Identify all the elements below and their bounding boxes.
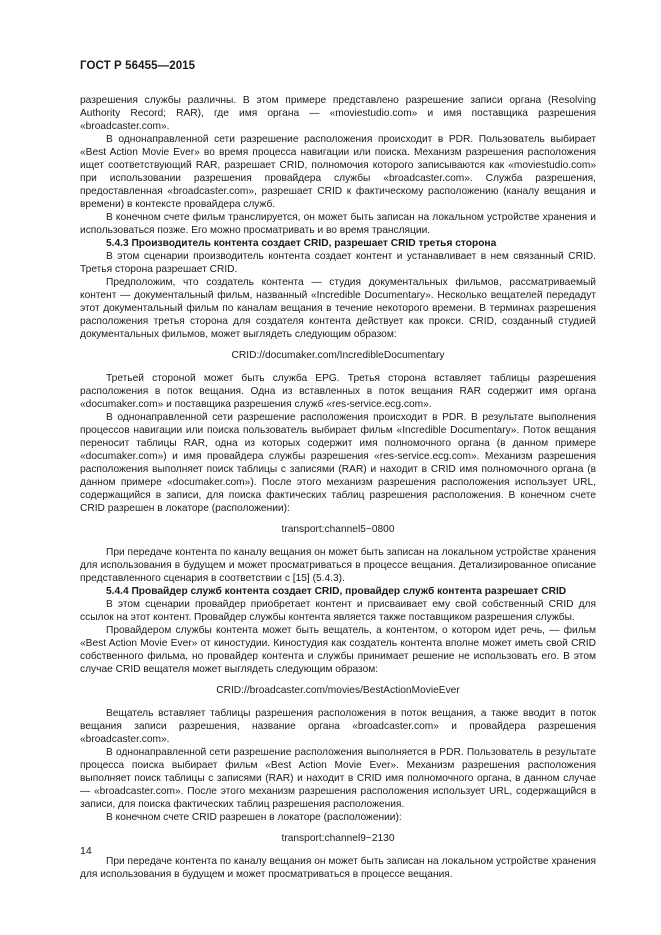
crid-example: CRID://broadcaster.com/movies/BestActionMovieEver bbox=[216, 685, 460, 696]
paragraph: Предположим, что создатель контента — студия документальных фильмов, рассматриваемый контент — документальный фильм, названный «Incredible Documentary». Несколько вещателей передадут этот документальный фильм по каналам вещания в течение некоторого времени. В терминах разрешения расположения третья сторона для создателя контента действует как прокси. CRID, созданный студией документальных фильмов, может выглядеть следующим образом: bbox=[80, 277, 596, 340]
paragraph: Провайдером службы контента может быть вещатель, а контентом, о котором идет речь, — фильм «Best Action Movie Ever» от киностудии. Киностудия как создатель контента вполне может иметь свой CRID собственного фильма, но провайдер контента и службы принимает решение не использовать его. В этом случае CRID вещателя может выглядеть следующим образом: bbox=[80, 625, 596, 675]
paragraph: При передаче контента по каналу вещания он может быть записан на локальном устройстве хранения для использования в будущем и может просматриваться в процессе вещания. Детализированное описание представленного сценария в соответствии с [15] (5.4.3). bbox=[80, 547, 596, 584]
locator-example: transport:channel5~0800 bbox=[281, 524, 395, 535]
crid-example: CRID://documaker.com/IncredibleDocumentary bbox=[231, 350, 445, 361]
paragraph: При передаче контента по каналу вещания он может быть записан на локальном устройстве хранения для использования в будущем и может просматриваться в процессе вещания. bbox=[80, 856, 596, 880]
paragraph: В однонаправленной сети разрешение расположения выполняется в PDR. Пользователь в результате процесса поиска выбирает фильм «Best Action Movie Ever». Механизм разрешения расположения выполняет поиск таблицы с записями (RAR) и находит в CRID имя полномочного органа, в данном случае — «broadcaster.com». После этого механизм разрешения расположения использует URL, содержащийся в записи, для поиска фактических таблиц разрешения расположения. bbox=[80, 747, 596, 810]
section-heading-5-4-4: 5.4.4 Провайдер служб контента создает CRID, провайдер служб контента разрешает CRID bbox=[106, 586, 567, 597]
document-header-standard-number: ГОСТ Р 56455—2015 bbox=[80, 60, 196, 72]
paragraph-continuation: разрешения службы различны. В этом примере представлено разрешение записи органа (Resolving Authority Record; RAR), где имя органа — «moviestudio.com» и имя поставщика разрешения «broadcaster.com». bbox=[80, 95, 596, 132]
paragraph: В конечном счете фильм транслируется, он может быть записан на локальном устройстве хранения и использоваться позже. Его можно просматривать и во время трансляции. bbox=[80, 212, 596, 236]
section-heading-5-4-3: 5.4.3 Производитель контента создает CRID, разрешает CRID третья сторона bbox=[106, 238, 497, 249]
document-body bbox=[80, 94, 596, 881]
paragraph: В этом сценарии провайдер приобретает контент и присваивает ему свой собственный CRID для ссылок на этот контент. Провайдер службы контента является также поставщиком разрешения службы. bbox=[80, 599, 596, 623]
page-number: 14 bbox=[80, 845, 92, 857]
locator-example: transport:channel9~2130 bbox=[281, 833, 395, 844]
paragraph: В конечном счете CRID разрешен в локаторе (расположении): bbox=[106, 812, 402, 823]
paragraph: В однонаправленной сети разрешение расположения происходит в PDR. Пользователь выбирает «Best Action Movie Ever» во время процесса навигации или поиска. Механизм разрешения расположения ищет соответствующий RAR, разрешает CRID, полномочия которого записываются как «moviestudio.com» при использовании разрешения провайдера службы «broadcaster.com». Служба разрешения, предоставленная «broadcaster.com», разрешает CRID к фактическому расположению (каналу вещания и времени) в контексте провайдера служб. bbox=[80, 134, 596, 210]
paragraph: Вещатель вставляет таблицы разрешения расположения в поток вещания, а также вводит в поток вещания записи разрешения, название органа «broadcaster.com» и провайдера разрешения «broadcaster.com». bbox=[80, 708, 596, 745]
paragraph: В этом сценарии производитель контента создает контент и устанавливает в нем связанный CRID. Третья сторона разрешает CRID. bbox=[80, 251, 596, 275]
paragraph: Третьей стороной может быть служба EPG. Третья сторона вставляет таблицы разрешения расположения в поток вещания. Одна из вставленных в поток вещания RAR содержит имя органа «documaker.com» и поставщика разрешения служб «res-service.ecg.com». bbox=[80, 373, 596, 410]
paragraph: В однонаправленной сети разрешение расположения происходит в PDR. В результате выполнения процессов навигации или поиска пользователь выбирает фильм «Incredible Documentary». Поток вещания переносит таблицы RAR, одна из которых содержит имя полномочного органа (в данном примере «documaker.com») и имя провайдера службы разрешения «res-service.ecg.com». Механизм разрешения расположения выполняет поиск таблицы с записями (RAR) и находит в CRID имя полномочного органа (в данном примере «documaker.com»). После этого механизм разрешения расположения использует URL, содержащийся в записи, для поиска фактических таблиц разрешения расположения. В конечном счете CRID разрешен в локаторе (расположении): bbox=[80, 412, 596, 514]
